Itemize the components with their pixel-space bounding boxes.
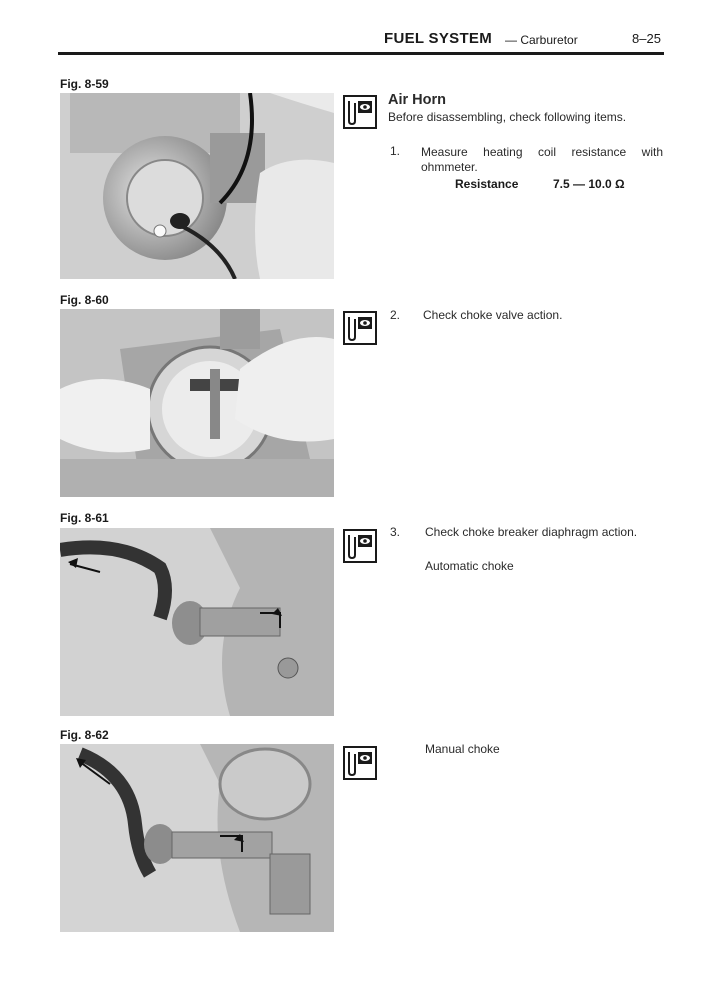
automatic-choke-note: Automatic choke <box>425 559 514 573</box>
figure-label: Fig. 8-60 <box>60 293 109 307</box>
section-subtitle: — Carburetor <box>505 33 578 47</box>
step-number: 3. <box>390 525 401 539</box>
figure-photo-8-59 <box>60 93 334 279</box>
inspect-icon <box>343 529 377 563</box>
figure-photo-8-62 <box>60 744 334 932</box>
step-number: 2. <box>390 308 401 322</box>
figure-label: Fig. 8-62 <box>60 728 109 742</box>
section-title: FUEL SYSTEM <box>384 30 493 47</box>
step-text: Check choke breaker diaphragm action. <box>425 525 638 539</box>
figure-photo-8-61 <box>60 528 334 716</box>
step-text: ohmmeter. <box>421 160 478 174</box>
figure-label: Fig. 8-61 <box>60 511 109 525</box>
resistance-label: Resistance <box>455 177 519 191</box>
page-number: 8–25 <box>632 31 661 46</box>
air-horn-heading: Air Horn <box>388 92 446 108</box>
step-text: Measure heating coil resistance with <box>421 145 663 159</box>
inspect-icon <box>343 95 377 129</box>
header-rule <box>58 52 664 55</box>
resistance-value: 7.5 — 10.0 Ω <box>553 177 625 191</box>
inspect-icon <box>343 311 377 345</box>
step-number: 1. <box>390 144 401 158</box>
inspect-icon <box>343 746 377 780</box>
figure-label: Fig. 8-59 <box>60 77 109 91</box>
figure-photo-8-60 <box>60 309 334 497</box>
step-text: Check choke valve action. <box>423 308 563 322</box>
manual-choke-note: Manual choke <box>425 742 500 756</box>
air-horn-intro: Before disassembling, check following items. <box>388 110 627 124</box>
